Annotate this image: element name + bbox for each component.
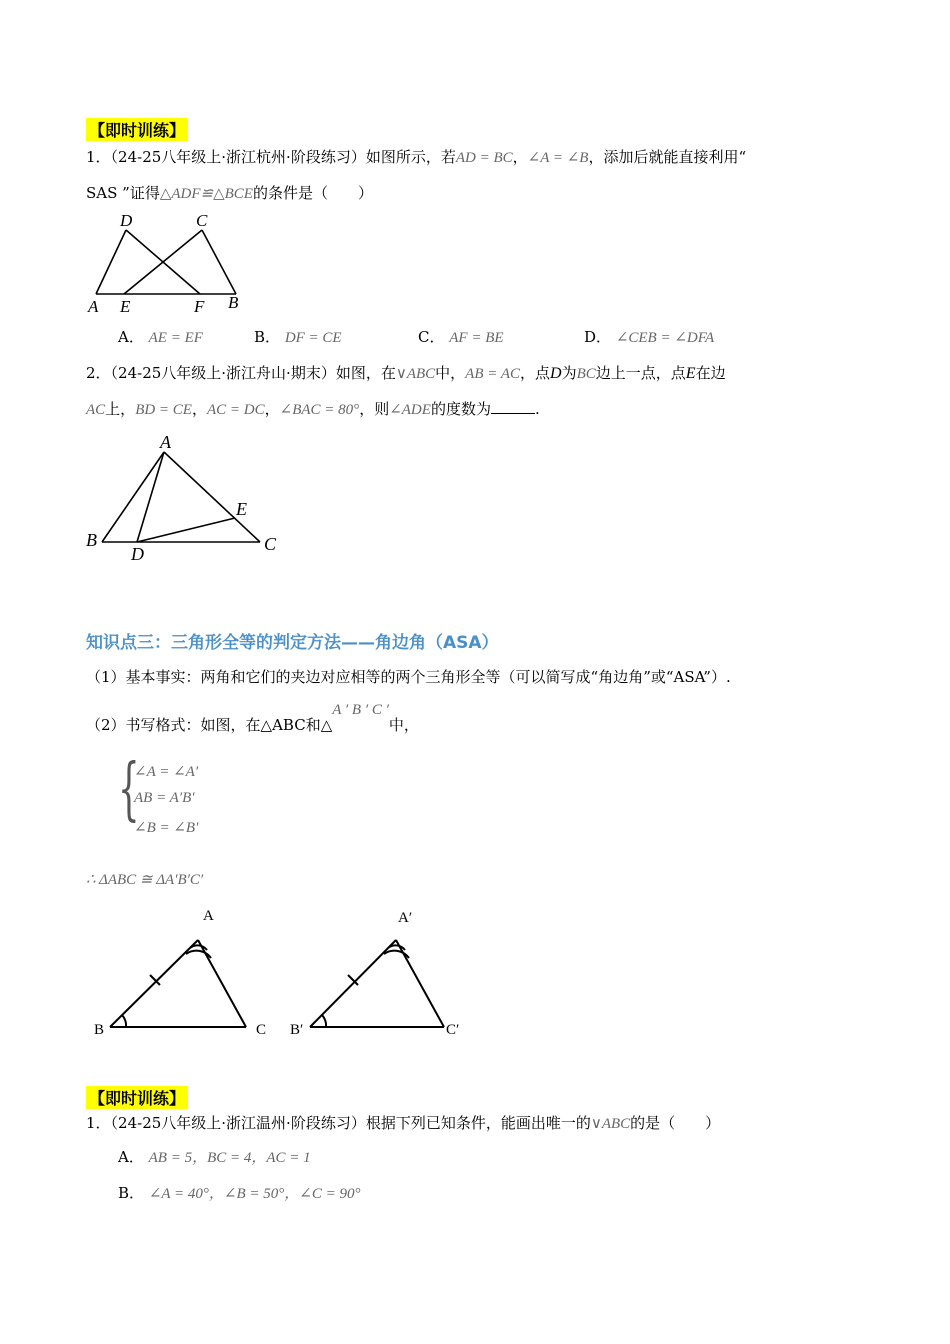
math-expression: AD = BC	[455, 150, 513, 166]
question-text: 中，	[435, 364, 466, 382]
answer-blank[interactable]	[491, 399, 535, 414]
punctuation: ，	[264, 400, 280, 418]
punctuation: ，	[191, 400, 207, 418]
math-expression: ∠A = ∠B	[527, 150, 589, 166]
question-text: 的是（ ）	[630, 1114, 721, 1132]
question-text: 上，	[105, 400, 136, 418]
option-letter: D．	[584, 328, 612, 346]
system-line-1: ∠A = ∠A′	[134, 764, 199, 780]
label-f: F	[194, 297, 205, 316]
question-number: 1．	[86, 1114, 111, 1132]
system-line-2: AB = A′B′	[134, 790, 195, 806]
math-expression: AC = DC	[207, 402, 265, 418]
figure-triangle-abc-prime	[286, 898, 486, 1048]
question-text: ，则	[359, 400, 390, 418]
question-text: 如图所示，若	[365, 148, 456, 166]
question-text: 在边	[695, 364, 726, 382]
math-expression: ∠BAC = 80°	[279, 402, 360, 418]
option-math: DF = CE	[284, 330, 342, 346]
math-expression: AB = AC	[465, 366, 521, 382]
punctuation: ，	[512, 148, 528, 166]
label-d: D	[131, 544, 144, 564]
label-a: A	[88, 297, 99, 316]
label-e: E	[236, 499, 247, 519]
label-b: B	[86, 530, 97, 550]
question-text: 的条件是（ ）	[252, 184, 373, 202]
option-letter: C．	[418, 328, 445, 346]
label-c: C	[264, 534, 277, 554]
option-letter: B．	[254, 328, 281, 346]
option-math: ∠A = 40°，∠B = 50°，∠C = 90°	[148, 1186, 361, 1202]
question-number: 2．	[86, 364, 111, 382]
format-text: 中，	[388, 716, 419, 734]
option-math: AF = BE	[449, 330, 504, 346]
question-3-line-1	[86, 1112, 720, 1133]
option-d[interactable]	[584, 326, 714, 347]
point-label: E	[685, 365, 696, 382]
practice-tag: 【即时训练】	[86, 1086, 188, 1109]
question-text: 根据下列已知条件，能画出唯一的	[365, 1114, 591, 1132]
question-1-line-1	[86, 146, 746, 167]
label-c-prime: C′	[446, 1022, 460, 1038]
option-math: AB = 5，BC = 4，AC = 1	[148, 1150, 311, 1166]
math-expression: BC	[576, 366, 596, 382]
math-expression: △ADF≌△BCE	[159, 186, 253, 202]
option-letter: A．	[118, 1148, 144, 1166]
figure-crossed-triangles	[80, 208, 260, 320]
option-letter: A．	[118, 328, 144, 346]
question-2-line-1	[86, 362, 726, 383]
math-expression: BD = CE	[135, 402, 192, 418]
option-letter: B．	[118, 1184, 145, 1202]
question-text: ，点	[520, 364, 551, 382]
label-b-prime: B′	[290, 1022, 304, 1038]
label-c: C	[196, 211, 208, 230]
writing-format	[86, 702, 419, 735]
question-source: （24-25八年级上·浙江杭州·阶段练习）	[110, 148, 366, 166]
question-text: 边上一点，点	[595, 364, 686, 382]
question-text: ，添加后就能直接利用“	[588, 148, 747, 166]
option-c[interactable]	[418, 326, 504, 347]
option-b[interactable]	[254, 326, 342, 347]
system-line-3: ∠B = ∠B′	[134, 820, 199, 836]
section-heading: 知识点三：三角形全等的判定方法——角边角（ASA）	[86, 633, 499, 653]
label-a: A	[203, 908, 214, 924]
label-e: E	[120, 297, 131, 316]
practice-tag: 【即时训练】	[86, 118, 188, 141]
math-expression: ∨ABC	[395, 366, 436, 382]
option-a[interactable]	[118, 326, 203, 347]
figure-triangle-abc-asa	[86, 898, 286, 1048]
option-a[interactable]	[118, 1146, 311, 1167]
math-expression: ∠ADE	[389, 402, 431, 418]
punctuation: .	[534, 400, 540, 418]
question-source: （24-25八年级上·浙江舟山·期末）	[110, 364, 336, 382]
math-expression: AC	[86, 402, 106, 418]
question-text: 的度数为	[430, 400, 491, 418]
question-text: SAS ”证得	[86, 184, 160, 202]
basic-fact: （1）基本事实：两角和它们的夹边对应相等的两个三角形全等（可以简写成“角边角”或“ASA”）.	[86, 668, 731, 686]
math-expression: A ′ B ′ C ′	[332, 702, 389, 718]
math-expression: ∨ABC	[590, 1116, 631, 1132]
question-source: （24-25八年级上·浙江温州·阶段练习）	[110, 1114, 366, 1132]
question-text: 如图，在	[335, 364, 396, 382]
question-number: 1．	[86, 148, 111, 166]
point-label: D	[550, 365, 562, 382]
label-c: C	[256, 1022, 267, 1038]
format-text: （2）书写格式：如图，在△ABC和△	[86, 716, 333, 734]
question-1-line-2	[86, 182, 373, 203]
label-b: B	[94, 1022, 105, 1038]
label-a: A	[160, 432, 171, 452]
option-b[interactable]	[118, 1182, 360, 1203]
left-brace: {	[118, 750, 140, 829]
figure-triangle-abc	[80, 428, 290, 566]
label-d: D	[120, 211, 133, 230]
conclusion: ∴ ΔABC ≅ ΔA′B′C′	[86, 872, 204, 888]
option-math: ∠CEB = ∠DFA	[615, 330, 715, 346]
question-text: 为	[561, 364, 577, 382]
label-a-prime: A′	[398, 910, 413, 926]
question-2-line-2	[86, 398, 540, 419]
option-math: AE = EF	[148, 330, 203, 346]
label-b: B	[228, 293, 239, 312]
